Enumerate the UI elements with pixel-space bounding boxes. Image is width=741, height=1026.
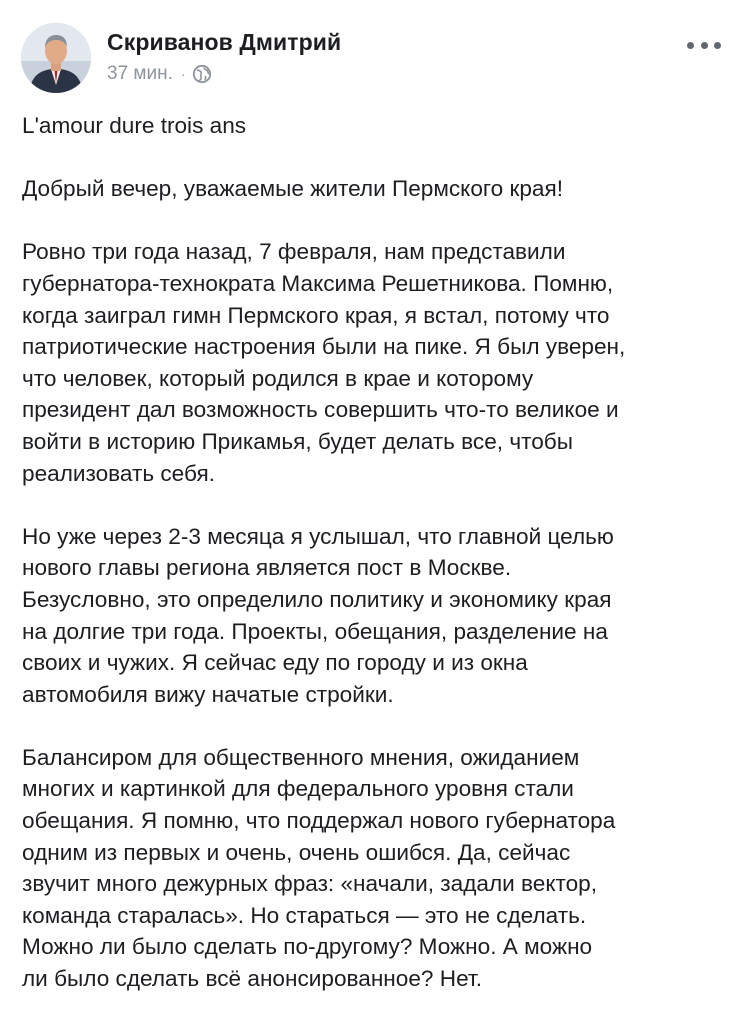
avatar-photo-icon <box>21 23 91 93</box>
more-dot <box>687 42 694 49</box>
post-header <box>21 23 721 95</box>
post-paragraph-title: L'amour dure trois ans <box>22 113 247 138</box>
post-timestamp[interactable]: 37 мин. <box>107 63 173 84</box>
post-paragraph: Ровно три года назад, 7 февраля, нам представили губернатора-технократа Максима Решетникова. Помню, когда заиграл гимн Пермского края, я встал, потому что патриотические настроения были на пике. Я был уверен, что человек, который родился в крае и которому президент дал возможность совершить что-то великое и войти в историю Прикамья, будет делать все, чтобы реализовать себя. <box>22 239 626 486</box>
post-text <box>22 110 727 1026</box>
more-dot <box>714 42 721 49</box>
more-dots-icon[interactable] <box>687 35 721 55</box>
post-paragraph-greeting: Добрый вечер, уважаемые жители Пермского края! <box>22 176 564 202</box>
more-dot <box>701 42 708 49</box>
post-meta <box>107 63 212 85</box>
meta-separator: · <box>180 66 186 82</box>
author-name[interactable]: Скриванов Дмитрий <box>107 29 342 55</box>
globe-icon[interactable] <box>192 64 212 84</box>
author-avatar[interactable] <box>21 23 91 93</box>
post-paragraph: Но уже через 2-3 месяца я услышал, что главной целью нового главы региона является пост в Москве. Безусловно, это определило политику и экономику края на долгие три года. Проекты, обещания, разделение на своих и чужих. Я сейчас еду по городу и из окна автомобиля вижу начатые стройки. <box>22 523 614 707</box>
post-paragraph: Балансиром для общественного мнения, ожиданием многих и картинкой для федерального уровня стали обещания. Я помню, что поддержал нового губернатора одним из первых и очень, очень ошибся. Да, сейчас звучит много дежурных фраз: «начали, задали вектор, команда старалась». Но стараться — это не сделать. Можно ли было сделать по-другому? Можно. А можно ли было сделать всё анонсированное? Нет. <box>22 744 616 992</box>
